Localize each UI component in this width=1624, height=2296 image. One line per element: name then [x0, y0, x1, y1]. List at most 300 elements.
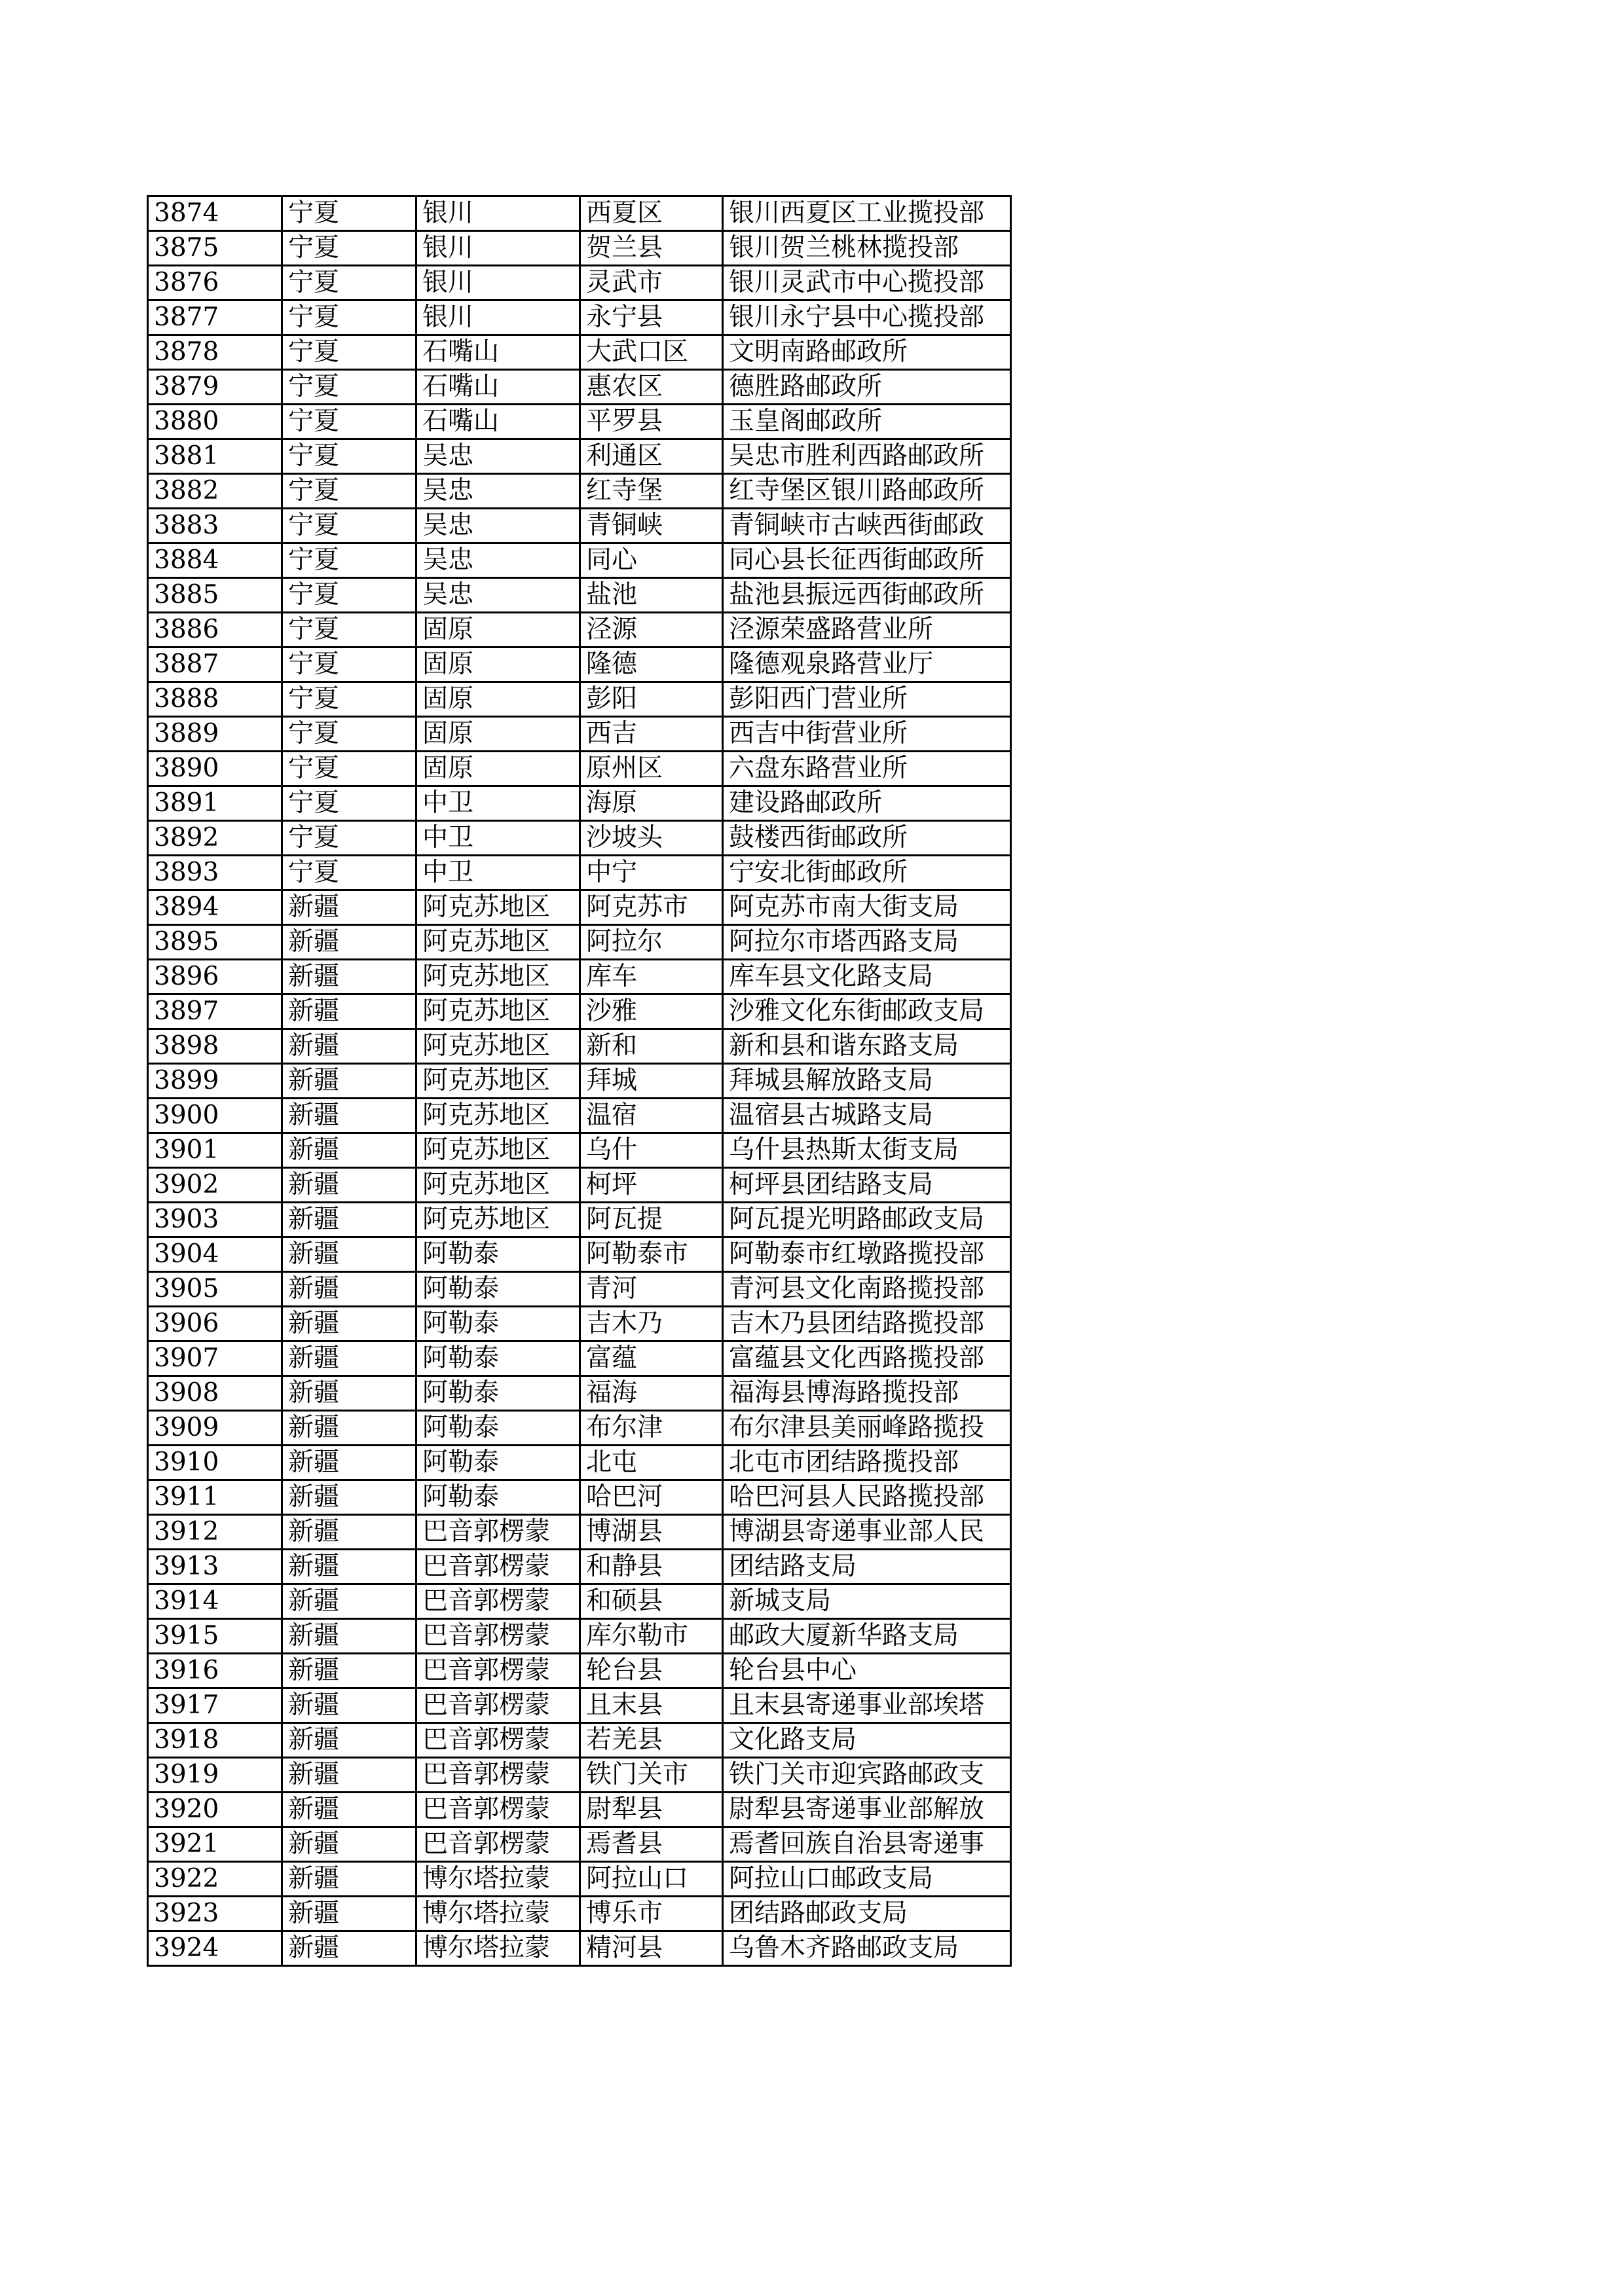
district-cell: 和硕县	[580, 1584, 723, 1619]
office-name-cell: 银川永宁县中心揽投部	[723, 301, 1011, 335]
district-cell: 西吉	[580, 717, 723, 752]
row-number-cell: 3902	[148, 1168, 282, 1203]
row-number-cell: 3880	[148, 405, 282, 439]
district-cell: 布尔津	[580, 1411, 723, 1446]
row-number-cell: 3904	[148, 1237, 282, 1272]
city-cell: 巴音郭楞蒙	[416, 1584, 580, 1619]
province-cell: 宁夏	[282, 301, 416, 335]
row-number-cell: 3921	[148, 1827, 282, 1862]
district-cell: 阿勒泰市	[580, 1237, 723, 1272]
district-cell: 阿拉山口	[580, 1862, 723, 1897]
table-row	[148, 1064, 1011, 1099]
table-row	[148, 335, 1011, 370]
province-cell: 新疆	[282, 1515, 416, 1550]
province-cell: 宁夏	[282, 370, 416, 405]
table-row	[148, 1550, 1011, 1584]
table-row	[148, 647, 1011, 682]
city-cell: 固原	[416, 613, 580, 647]
row-number-cell: 3876	[148, 266, 282, 301]
province-cell: 宁夏	[282, 752, 416, 786]
province-cell: 新疆	[282, 1480, 416, 1515]
district-cell: 库尔勒市	[580, 1619, 723, 1654]
province-cell: 新疆	[282, 1376, 416, 1411]
table-row	[148, 1688, 1011, 1723]
row-number-cell: 3912	[148, 1515, 282, 1550]
province-cell: 新疆	[282, 890, 416, 925]
office-name-cell: 沙雅文化东街邮政支局	[723, 994, 1011, 1029]
table-row	[148, 1619, 1011, 1654]
office-name-cell: 阿勒泰市红墩路揽投部	[723, 1237, 1011, 1272]
city-cell: 阿克苏地区	[416, 1168, 580, 1203]
table-row	[148, 1723, 1011, 1758]
table-row	[148, 925, 1011, 960]
table-row	[148, 717, 1011, 752]
city-cell: 巴音郭楞蒙	[416, 1758, 580, 1793]
row-number-cell: 3899	[148, 1064, 282, 1099]
table-row	[148, 1931, 1011, 1966]
district-cell: 温宿	[580, 1099, 723, 1133]
city-cell: 巴音郭楞蒙	[416, 1619, 580, 1654]
row-number-cell: 3913	[148, 1550, 282, 1584]
district-cell: 博湖县	[580, 1515, 723, 1550]
district-cell: 北屯	[580, 1446, 723, 1480]
office-name-cell: 柯坪县团结路支局	[723, 1168, 1011, 1203]
city-cell: 银川	[416, 196, 580, 231]
office-name-cell: 铁门关市迎宾路邮政支	[723, 1758, 1011, 1793]
district-cell: 乌什	[580, 1133, 723, 1168]
district-cell: 贺兰县	[580, 231, 723, 266]
row-number-cell: 3915	[148, 1619, 282, 1654]
district-cell: 精河县	[580, 1931, 723, 1966]
province-cell: 宁夏	[282, 613, 416, 647]
province-cell: 新疆	[282, 925, 416, 960]
district-cell: 青河	[580, 1272, 723, 1307]
province-cell: 新疆	[282, 960, 416, 994]
row-number-cell: 3874	[148, 196, 282, 231]
district-cell: 永宁县	[580, 301, 723, 335]
city-cell: 阿克苏地区	[416, 925, 580, 960]
table-row	[148, 786, 1011, 821]
office-name-cell: 青河县文化南路揽投部	[723, 1272, 1011, 1307]
row-number-cell: 3892	[148, 821, 282, 856]
table-row	[148, 960, 1011, 994]
table-row	[148, 821, 1011, 856]
table-body	[148, 196, 1011, 1966]
office-name-cell: 德胜路邮政所	[723, 370, 1011, 405]
office-name-cell: 拜城县解放路支局	[723, 1064, 1011, 1099]
district-cell: 惠农区	[580, 370, 723, 405]
province-cell: 宁夏	[282, 474, 416, 509]
district-cell: 哈巴河	[580, 1480, 723, 1515]
office-name-cell: 尉犁县寄递事业部解放	[723, 1793, 1011, 1827]
office-name-cell: 青铜峡市古峡西街邮政	[723, 509, 1011, 543]
office-name-cell: 文明南路邮政所	[723, 335, 1011, 370]
province-cell: 新疆	[282, 1931, 416, 1966]
province-cell: 新疆	[282, 1099, 416, 1133]
table-row	[148, 1862, 1011, 1897]
row-number-cell: 3881	[148, 439, 282, 474]
city-cell: 石嘴山	[416, 405, 580, 439]
district-cell: 焉耆县	[580, 1827, 723, 1862]
city-cell: 阿克苏地区	[416, 1099, 580, 1133]
row-number-cell: 3922	[148, 1862, 282, 1897]
office-name-cell: 红寺堡区银川路邮政所	[723, 474, 1011, 509]
district-cell: 隆德	[580, 647, 723, 682]
province-cell: 新疆	[282, 1203, 416, 1237]
row-number-cell: 3900	[148, 1099, 282, 1133]
district-cell: 新和	[580, 1029, 723, 1064]
table-row	[148, 1793, 1011, 1827]
city-cell: 银川	[416, 301, 580, 335]
office-name-cell: 吉木乃县团结路揽投部	[723, 1307, 1011, 1341]
table-row	[148, 509, 1011, 543]
district-cell: 若羌县	[580, 1723, 723, 1758]
province-cell: 新疆	[282, 1411, 416, 1446]
city-cell: 银川	[416, 231, 580, 266]
table-row	[148, 1272, 1011, 1307]
office-name-cell: 文化路支局	[723, 1723, 1011, 1758]
table-row	[148, 1203, 1011, 1237]
province-cell: 宁夏	[282, 335, 416, 370]
row-number-cell: 3895	[148, 925, 282, 960]
row-number-cell: 3875	[148, 231, 282, 266]
province-cell: 宁夏	[282, 196, 416, 231]
province-cell: 新疆	[282, 1654, 416, 1688]
city-cell: 吴忠	[416, 474, 580, 509]
row-number-cell: 3919	[148, 1758, 282, 1793]
row-number-cell: 3905	[148, 1272, 282, 1307]
table-row	[148, 231, 1011, 266]
table-row	[148, 1029, 1011, 1064]
row-number-cell: 3886	[148, 613, 282, 647]
district-cell: 阿瓦提	[580, 1203, 723, 1237]
row-number-cell: 3890	[148, 752, 282, 786]
row-number-cell: 3883	[148, 509, 282, 543]
province-cell: 新疆	[282, 1723, 416, 1758]
office-name-cell: 同心县长征西街邮政所	[723, 543, 1011, 578]
office-name-cell: 吴忠市胜利西路邮政所	[723, 439, 1011, 474]
city-cell: 中卫	[416, 821, 580, 856]
office-name-cell: 阿克苏市南大街支局	[723, 890, 1011, 925]
district-cell: 拜城	[580, 1064, 723, 1099]
province-cell: 新疆	[282, 1758, 416, 1793]
district-cell: 阿克苏市	[580, 890, 723, 925]
row-number-cell: 3917	[148, 1688, 282, 1723]
row-number-cell: 3910	[148, 1446, 282, 1480]
table-row	[148, 1168, 1011, 1203]
district-cell: 阿拉尔	[580, 925, 723, 960]
row-number-cell: 3884	[148, 543, 282, 578]
district-cell: 沙雅	[580, 994, 723, 1029]
office-name-cell: 阿拉尔市塔西路支局	[723, 925, 1011, 960]
province-cell: 新疆	[282, 1064, 416, 1099]
table-row	[148, 752, 1011, 786]
city-cell: 阿勒泰	[416, 1446, 580, 1480]
office-name-cell: 哈巴河县人民路揽投部	[723, 1480, 1011, 1515]
row-number-cell: 3887	[148, 647, 282, 682]
row-number-cell: 3896	[148, 960, 282, 994]
province-cell: 新疆	[282, 1827, 416, 1862]
table-row	[148, 856, 1011, 890]
table-row	[148, 1515, 1011, 1550]
city-cell: 中卫	[416, 856, 580, 890]
table-row	[148, 1341, 1011, 1376]
table-row	[148, 196, 1011, 231]
office-name-cell: 鼓楼西街邮政所	[723, 821, 1011, 856]
city-cell: 阿勒泰	[416, 1480, 580, 1515]
table-row	[148, 1307, 1011, 1341]
city-cell: 阿勒泰	[416, 1272, 580, 1307]
district-cell: 富蕴	[580, 1341, 723, 1376]
office-name-cell: 盐池县振远西街邮政所	[723, 578, 1011, 613]
district-cell: 灵武市	[580, 266, 723, 301]
table-row	[148, 1654, 1011, 1688]
office-name-cell: 六盘东路营业所	[723, 752, 1011, 786]
office-name-cell: 阿瓦提光明路邮政支局	[723, 1203, 1011, 1237]
row-number-cell: 3923	[148, 1897, 282, 1931]
city-cell: 阿克苏地区	[416, 1029, 580, 1064]
office-name-cell: 团结路支局	[723, 1550, 1011, 1584]
province-cell: 新疆	[282, 1550, 416, 1584]
province-cell: 宁夏	[282, 405, 416, 439]
row-number-cell: 3906	[148, 1307, 282, 1341]
row-number-cell: 3907	[148, 1341, 282, 1376]
province-cell: 新疆	[282, 1272, 416, 1307]
province-cell: 新疆	[282, 1688, 416, 1723]
district-cell: 彭阳	[580, 682, 723, 717]
row-number-cell: 3898	[148, 1029, 282, 1064]
office-name-cell: 西吉中街营业所	[723, 717, 1011, 752]
province-cell: 宁夏	[282, 578, 416, 613]
table-row	[148, 1446, 1011, 1480]
city-cell: 阿克苏地区	[416, 1064, 580, 1099]
city-cell: 阿勒泰	[416, 1411, 580, 1446]
city-cell: 阿勒泰	[416, 1237, 580, 1272]
city-cell: 石嘴山	[416, 335, 580, 370]
row-number-cell: 3908	[148, 1376, 282, 1411]
province-cell: 新疆	[282, 1446, 416, 1480]
row-number-cell: 3882	[148, 474, 282, 509]
district-cell: 海原	[580, 786, 723, 821]
table-row	[148, 890, 1011, 925]
province-cell: 新疆	[282, 994, 416, 1029]
city-cell: 巴音郭楞蒙	[416, 1654, 580, 1688]
table-row	[148, 1099, 1011, 1133]
district-cell: 吉木乃	[580, 1307, 723, 1341]
district-cell: 泾源	[580, 613, 723, 647]
province-cell: 新疆	[282, 1133, 416, 1168]
city-cell: 巴音郭楞蒙	[416, 1515, 580, 1550]
table-row	[148, 1480, 1011, 1515]
office-name-cell: 焉耆回族自治县寄递事	[723, 1827, 1011, 1862]
row-number-cell: 3893	[148, 856, 282, 890]
city-cell: 吴忠	[416, 509, 580, 543]
office-name-cell: 博湖县寄递事业部人民	[723, 1515, 1011, 1550]
table-row	[148, 613, 1011, 647]
office-name-cell: 布尔津县美丽峰路揽投	[723, 1411, 1011, 1446]
table-row	[148, 1897, 1011, 1931]
district-cell: 库车	[580, 960, 723, 994]
city-cell: 阿克苏地区	[416, 1203, 580, 1237]
table-row	[148, 1584, 1011, 1619]
district-cell: 大武口区	[580, 335, 723, 370]
office-name-cell: 邮政大厦新华路支局	[723, 1619, 1011, 1654]
province-cell: 宁夏	[282, 509, 416, 543]
district-cell: 福海	[580, 1376, 723, 1411]
table-row	[148, 994, 1011, 1029]
table-row	[148, 1237, 1011, 1272]
row-number-cell: 3924	[148, 1931, 282, 1966]
city-cell: 固原	[416, 682, 580, 717]
office-name-cell: 建设路邮政所	[723, 786, 1011, 821]
province-cell: 宁夏	[282, 856, 416, 890]
city-cell: 巴音郭楞蒙	[416, 1793, 580, 1827]
row-number-cell: 3901	[148, 1133, 282, 1168]
row-number-cell: 3889	[148, 717, 282, 752]
office-name-cell: 团结路邮政支局	[723, 1897, 1011, 1931]
row-number-cell: 3909	[148, 1411, 282, 1446]
city-cell: 阿克苏地区	[416, 1133, 580, 1168]
province-cell: 新疆	[282, 1862, 416, 1897]
table-row	[148, 1411, 1011, 1446]
city-cell: 阿勒泰	[416, 1307, 580, 1341]
table-row	[148, 1827, 1011, 1862]
table-row	[148, 682, 1011, 717]
city-cell: 博尔塔拉蒙	[416, 1862, 580, 1897]
province-cell: 新疆	[282, 1584, 416, 1619]
province-cell: 宁夏	[282, 647, 416, 682]
table-row	[148, 543, 1011, 578]
office-name-cell: 宁安北街邮政所	[723, 856, 1011, 890]
district-cell: 中宁	[580, 856, 723, 890]
district-cell: 平罗县	[580, 405, 723, 439]
city-cell: 巴音郭楞蒙	[416, 1550, 580, 1584]
province-cell: 新疆	[282, 1237, 416, 1272]
province-cell: 新疆	[282, 1619, 416, 1654]
table-row	[148, 1376, 1011, 1411]
table-row	[148, 474, 1011, 509]
table-row	[148, 1133, 1011, 1168]
office-name-cell: 富蕴县文化西路揽投部	[723, 1341, 1011, 1376]
row-number-cell: 3885	[148, 578, 282, 613]
province-cell: 新疆	[282, 1029, 416, 1064]
province-cell: 宁夏	[282, 266, 416, 301]
province-cell: 宁夏	[282, 821, 416, 856]
province-cell: 新疆	[282, 1307, 416, 1341]
office-name-cell: 玉皇阁邮政所	[723, 405, 1011, 439]
row-number-cell: 3911	[148, 1480, 282, 1515]
office-name-cell: 隆德观泉路营业厅	[723, 647, 1011, 682]
table-row	[148, 301, 1011, 335]
province-cell: 新疆	[282, 1168, 416, 1203]
office-name-cell: 银川西夏区工业揽投部	[723, 196, 1011, 231]
province-cell: 宁夏	[282, 717, 416, 752]
office-name-cell: 库车县文化路支局	[723, 960, 1011, 994]
row-number-cell: 3879	[148, 370, 282, 405]
district-cell: 尉犁县	[580, 1793, 723, 1827]
city-cell: 吴忠	[416, 439, 580, 474]
city-cell: 固原	[416, 752, 580, 786]
province-cell: 新疆	[282, 1897, 416, 1931]
city-cell: 博尔塔拉蒙	[416, 1931, 580, 1966]
table-row	[148, 439, 1011, 474]
office-name-cell: 温宿县古城路支局	[723, 1099, 1011, 1133]
city-cell: 吴忠	[416, 543, 580, 578]
city-cell: 阿勒泰	[416, 1376, 580, 1411]
office-name-cell: 彭阳西门营业所	[723, 682, 1011, 717]
city-cell: 中卫	[416, 786, 580, 821]
office-name-cell: 新城支局	[723, 1584, 1011, 1619]
city-cell: 巴音郭楞蒙	[416, 1688, 580, 1723]
table-row	[148, 266, 1011, 301]
district-cell: 博乐市	[580, 1897, 723, 1931]
table-row	[148, 578, 1011, 613]
district-cell: 青铜峡	[580, 509, 723, 543]
district-cell: 沙坡头	[580, 821, 723, 856]
province-cell: 宁夏	[282, 231, 416, 266]
office-name-cell: 乌什县热斯太街支局	[723, 1133, 1011, 1168]
province-cell: 新疆	[282, 1793, 416, 1827]
row-number-cell: 3920	[148, 1793, 282, 1827]
office-name-cell: 乌鲁木齐路邮政支局	[723, 1931, 1011, 1966]
city-cell: 阿勒泰	[416, 1341, 580, 1376]
table-row	[148, 1758, 1011, 1793]
data-table	[147, 195, 1012, 1967]
city-cell: 阿克苏地区	[416, 960, 580, 994]
district-cell: 轮台县	[580, 1654, 723, 1688]
office-name-cell: 轮台县中心	[723, 1654, 1011, 1688]
city-cell: 银川	[416, 266, 580, 301]
office-name-cell: 银川灵武市中心揽投部	[723, 266, 1011, 301]
city-cell: 阿克苏地区	[416, 890, 580, 925]
row-number-cell: 3894	[148, 890, 282, 925]
city-cell: 石嘴山	[416, 370, 580, 405]
row-number-cell: 3903	[148, 1203, 282, 1237]
office-name-cell: 泾源荣盛路营业所	[723, 613, 1011, 647]
row-number-cell: 3916	[148, 1654, 282, 1688]
row-number-cell: 3888	[148, 682, 282, 717]
office-name-cell: 新和县和谐东路支局	[723, 1029, 1011, 1064]
district-cell: 西夏区	[580, 196, 723, 231]
district-cell: 原州区	[580, 752, 723, 786]
district-cell: 红寺堡	[580, 474, 723, 509]
city-cell: 固原	[416, 647, 580, 682]
district-cell: 利通区	[580, 439, 723, 474]
row-number-cell: 3914	[148, 1584, 282, 1619]
district-cell: 和静县	[580, 1550, 723, 1584]
table-row	[148, 405, 1011, 439]
office-name-cell: 阿拉山口邮政支局	[723, 1862, 1011, 1897]
province-cell: 宁夏	[282, 682, 416, 717]
office-name-cell: 福海县博海路揽投部	[723, 1376, 1011, 1411]
row-number-cell: 3877	[148, 301, 282, 335]
table-row	[148, 370, 1011, 405]
district-cell: 同心	[580, 543, 723, 578]
province-cell: 宁夏	[282, 439, 416, 474]
row-number-cell: 3878	[148, 335, 282, 370]
office-name-cell: 银川贺兰桃林揽投部	[723, 231, 1011, 266]
row-number-cell: 3897	[148, 994, 282, 1029]
district-cell: 柯坪	[580, 1168, 723, 1203]
district-cell: 盐池	[580, 578, 723, 613]
city-cell: 巴音郭楞蒙	[416, 1723, 580, 1758]
city-cell: 固原	[416, 717, 580, 752]
district-cell: 铁门关市	[580, 1758, 723, 1793]
province-cell: 新疆	[282, 1341, 416, 1376]
province-cell: 宁夏	[282, 786, 416, 821]
row-number-cell: 3891	[148, 786, 282, 821]
district-cell: 且末县	[580, 1688, 723, 1723]
